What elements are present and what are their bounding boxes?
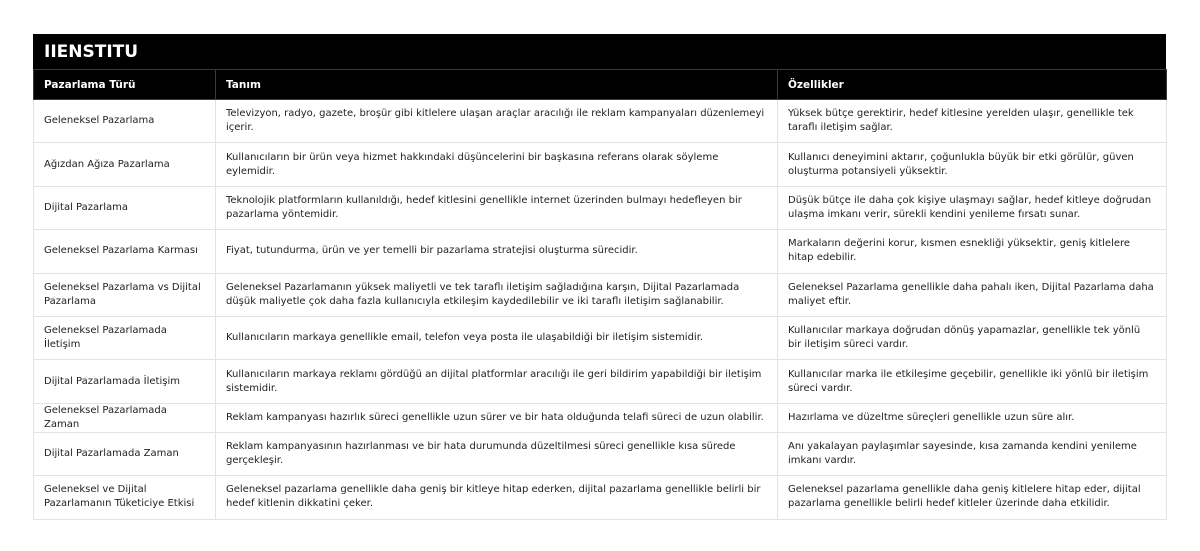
table-row: [34, 143, 1167, 186]
table-row: [34, 403, 1167, 432]
header-pazarlama-turu: Pazarlama Türü: [34, 70, 216, 100]
table-row: [34, 100, 1167, 143]
cell-definition: Kullanıcıların markaya reklamı gördüğü an dijital platformlar aracılığı ile geri bildirim yapabildiği bir iletişim sistemidir.: [216, 360, 778, 403]
cell-definition: Televizyon, radyo, gazete, broşür gibi kitlelere ulaşan araçlar aracılığı ile reklam kampanyaları düzenlemeyi içerir.: [216, 100, 778, 143]
brand-header: [33, 34, 1166, 69]
cell-features: Hazırlama ve düzeltme süreçleri genellikle uzun süre alır.: [778, 403, 1167, 432]
cell-features: Markaların değerini korur, kısmen esnekliği yüksektir, geniş kitlelere hitap edebilir.: [778, 230, 1167, 273]
cell-type: Geleneksel Pazarlamada İletişim: [34, 316, 216, 359]
marketing-table: [33, 69, 1167, 520]
cell-features: Kullanıcılar markaya doğrudan dönüş yapamazlar, genellikle tek yönlü bir iletişim süreci vardır.: [778, 316, 1167, 359]
cell-type: Dijital Pazarlamada Zaman: [34, 432, 216, 475]
cell-definition: Reklam kampanyasının hazırlanması ve bir hata durumunda düzeltilmesi süreci genellikle kısa sürede gerçekleşir.: [216, 432, 778, 475]
cell-definition: Reklam kampanyası hazırlık süreci genellikle uzun sürer ve bir hata olduğunda telafi süreci de uzun olabilir.: [216, 403, 778, 432]
cell-definition: Kullanıcıların bir ürün veya hizmet hakkındaki düşüncelerini bir başkasına referans olarak söyleme eylemidir.: [216, 143, 778, 186]
cell-type: Geleneksel Pazarlama: [34, 100, 216, 143]
cell-type: Dijital Pazarlamada İletişim: [34, 360, 216, 403]
cell-definition: Geleneksel Pazarlamanın yüksek maliyetli ve tek taraflı iletişim sağladığına karşın, Dijital Pazarlamada düşük maliyetle çok daha fazla kullanıcıyla etkileşim kaydedilebilir ve iki taraflı iletişim sağlanabilir.: [216, 273, 778, 316]
cell-features: Kullanıcılar marka ile etkileşime geçebilir, genellikle iki yönlü bir iletişim süreci vardır.: [778, 360, 1167, 403]
cell-features: Yüksek bütçe gerektirir, hedef kitlesine yerelden ulaşır, genellikle tek taraflı iletişim sağlar.: [778, 100, 1167, 143]
cell-type: Geleneksel Pazarlama vs Dijital Pazarlama: [34, 273, 216, 316]
cell-type: Dijital Pazarlama: [34, 186, 216, 229]
table-card: [33, 34, 1166, 520]
table-row: [34, 476, 1167, 519]
table-row: [34, 186, 1167, 229]
table-row: [34, 432, 1167, 475]
brand-name: IIENSTITU: [44, 41, 139, 62]
cell-definition: Fiyat, tutundurma, ürün ve yer temelli bir pazarlama stratejisi oluşturma sürecidir.: [216, 230, 778, 273]
cell-type: Geleneksel ve Dijital Pazarlamanın Tüketiciye Etkisi: [34, 476, 216, 519]
cell-type: Ağızdan Ağıza Pazarlama: [34, 143, 216, 186]
cell-definition: Kullanıcıların markaya genellikle email, telefon veya posta ile ulaşabildiği bir iletişim sistemidir.: [216, 316, 778, 359]
table-row: [34, 230, 1167, 273]
cell-type: Geleneksel Pazarlamada Zaman: [34, 403, 216, 432]
cell-type: Geleneksel Pazarlama Karması: [34, 230, 216, 273]
table-header-row: [34, 70, 1167, 100]
cell-features: Anı yakalayan paylaşımlar sayesinde, kısa zamanda kendini yenileme imkanı vardır.: [778, 432, 1167, 475]
cell-features: Geleneksel pazarlama genellikle daha geniş kitlelere hitap eder, dijital pazarlama genellikle belirli hedef kitleler üzerinde daha etkilidir.: [778, 476, 1167, 519]
cell-features: Geleneksel Pazarlama genellikle daha pahalı iken, Dijital Pazarlama daha maliyet eftir.: [778, 273, 1167, 316]
header-ozellikler: Özellikler: [778, 70, 1167, 100]
cell-definition: Teknolojik platformların kullanıldığı, hedef kitlesini genellikle internet üzerinden bulmayı hedefleyen bir pazarlama yöntemidir.: [216, 186, 778, 229]
table-row: [34, 360, 1167, 403]
cell-features: Kullanıcı deneyimini aktarır, çoğunlukla büyük bir etki görülür, güven oluşturma potansiyeli yüksektir.: [778, 143, 1167, 186]
cell-features: Düşük bütçe ile daha çok kişiye ulaşmayı sağlar, hedef kitleye doğrudan ulaşma imkanı verir, sürekli kendini yenileme fırsatı sunar.: [778, 186, 1167, 229]
table-row: [34, 316, 1167, 359]
cell-definition: Geleneksel pazarlama genellikle daha geniş bir kitleye hitap ederken, dijital pazarlama genellikle belirli bir hedef kitlenin dikkatini çeker.: [216, 476, 778, 519]
table-row: [34, 273, 1167, 316]
header-tanim: Tanım: [216, 70, 778, 100]
